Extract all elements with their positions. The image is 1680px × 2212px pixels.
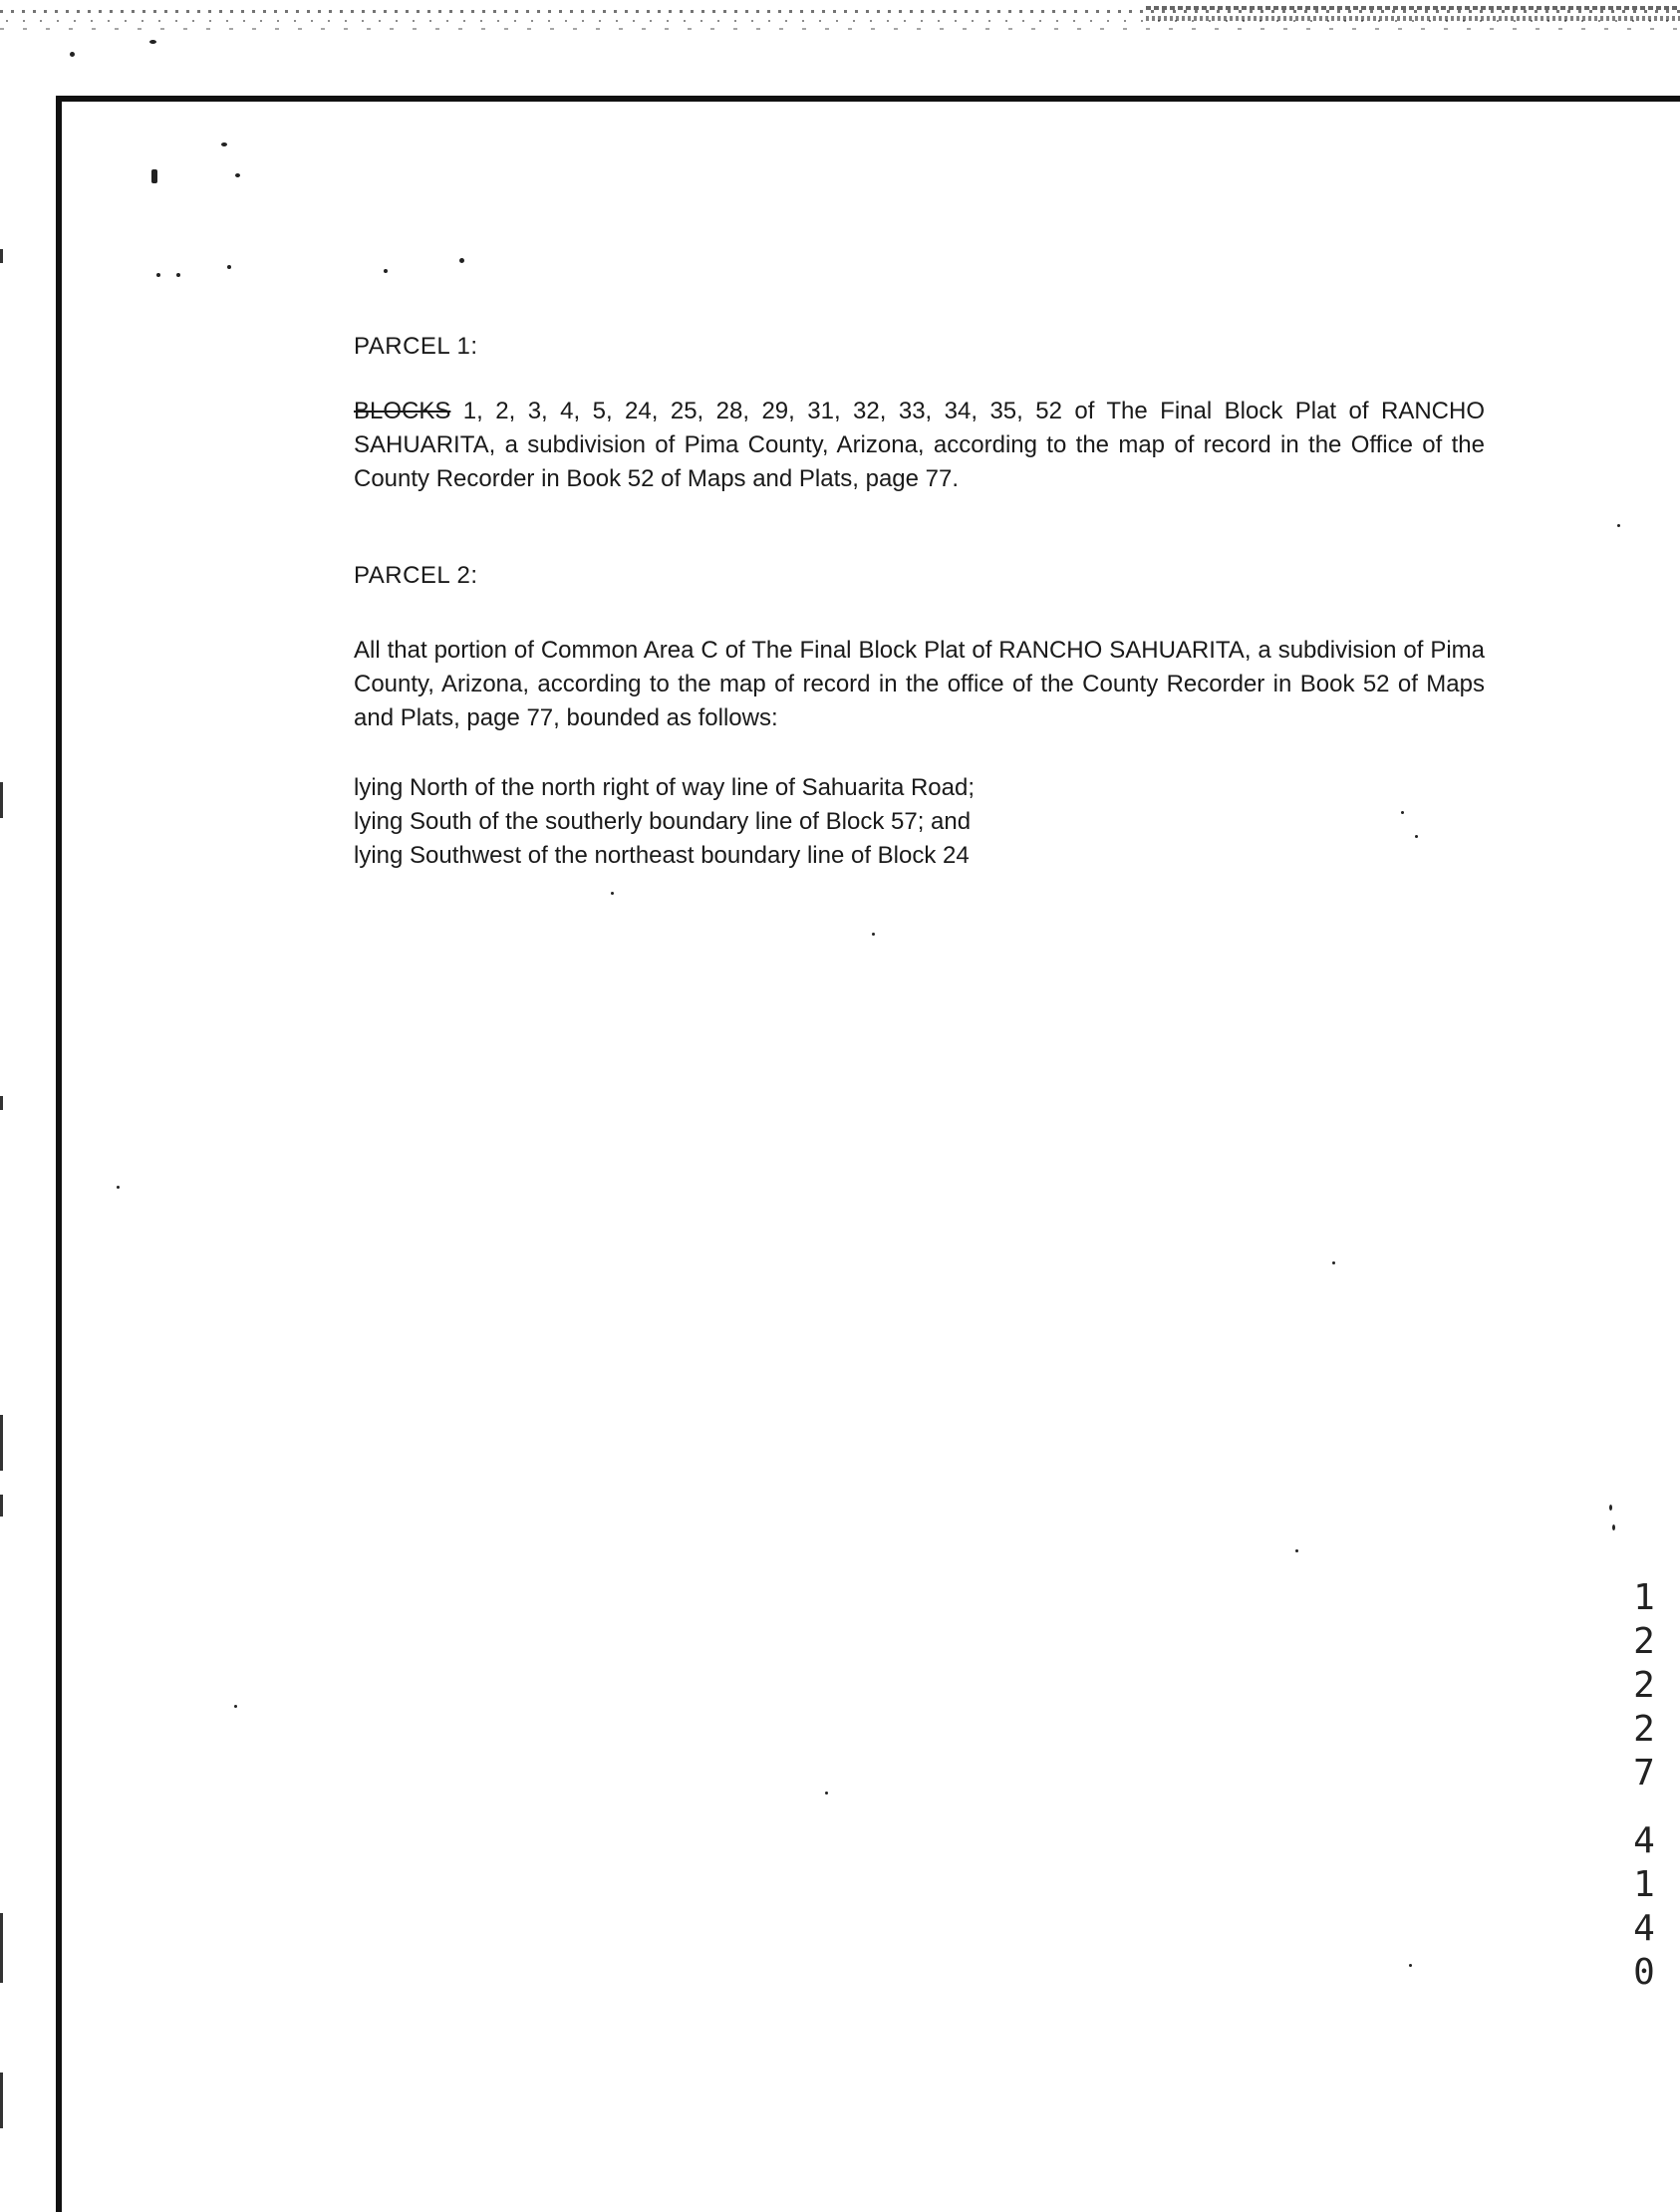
scan-noise-top-right bbox=[1146, 0, 1680, 40]
parcel-2-description: All that portion of Common Area C of The Final Block Plat of RANCHO SAHUARITA, a subdivision of Pima County, Arizona, according to the map of record in the office of the County Recorder in Book 52 of Maps and Plats, page 77, bounded as follows: bbox=[354, 637, 1485, 731]
margin-mark bbox=[0, 249, 3, 263]
scan-speck bbox=[176, 273, 180, 277]
parcel-1-heading: PARCEL 1: bbox=[354, 333, 478, 360]
stamp-digit: 1 bbox=[1633, 1864, 1655, 1905]
scan-speck bbox=[1609, 1505, 1612, 1511]
parcel-1 bbox=[354, 333, 1485, 496]
scan-speck bbox=[227, 265, 231, 269]
margin-mark bbox=[0, 1096, 3, 1110]
parcel-1-description bbox=[354, 395, 1485, 496]
margin-mark bbox=[0, 1913, 3, 1983]
bound-line: lying North of the north right of way line of Sahuarita Road; bbox=[354, 774, 976, 801]
scan-speck bbox=[1617, 524, 1620, 527]
scan-speck bbox=[1612, 1524, 1615, 1530]
scan-speck bbox=[149, 40, 156, 44]
scan-speck bbox=[117, 1186, 120, 1189]
bound-line: lying South of the southerly boundary line of Block 57; and bbox=[354, 808, 972, 835]
scan-speck bbox=[459, 258, 464, 263]
scan-speck bbox=[1295, 1549, 1298, 1552]
scan-speck bbox=[151, 169, 157, 183]
scan-speck bbox=[611, 892, 614, 895]
blocks-word: BLOCKS bbox=[354, 398, 451, 424]
scan-speck bbox=[221, 142, 227, 146]
stamp-gap bbox=[1624, 1796, 1664, 1819]
parcel-2-bounds bbox=[354, 771, 1485, 873]
scan-speck bbox=[234, 1705, 237, 1708]
recording-stamp bbox=[1624, 1576, 1664, 1995]
stamp-digit: 2 bbox=[1633, 1665, 1655, 1706]
scan-speck bbox=[235, 173, 240, 177]
scan-speck bbox=[1409, 1964, 1412, 1967]
stamp-digit: 0 bbox=[1633, 1952, 1655, 1993]
margin-mark bbox=[0, 1415, 3, 1471]
scan-speck bbox=[384, 269, 388, 273]
scan-speck bbox=[70, 52, 75, 57]
margin-mark bbox=[0, 2073, 3, 2128]
scan-speck bbox=[156, 273, 160, 277]
parcel-2 bbox=[354, 562, 1485, 873]
scan-speck bbox=[872, 933, 875, 936]
bound-line: lying Southwest of the northeast boundary line of Block 24 bbox=[354, 842, 970, 869]
stamp-digit: 4 bbox=[1633, 1820, 1655, 1861]
stamp-digit: 2 bbox=[1633, 1709, 1655, 1750]
margin-mark bbox=[0, 1495, 3, 1517]
stamp-digit: 7 bbox=[1633, 1753, 1655, 1794]
parcel-1-text: 1, 2, 3, 4, 5, 24, 25, 28, 29, 31, 32, 33, 34, 35, 52 of The Final Block Plat of RANCHO SAHUARITA, a subdivision of Pima County, Arizona, according to the map of record in the Office of the County Recorder in Book 52 of Maps and Plats, page 77. bbox=[354, 398, 1485, 492]
stamp-digit: 4 bbox=[1633, 1908, 1655, 1949]
scan-speck bbox=[1332, 1261, 1335, 1264]
margin-mark bbox=[0, 782, 3, 818]
stamp-digit: 2 bbox=[1633, 1621, 1655, 1662]
parcel-2-heading: PARCEL 2: bbox=[354, 562, 478, 589]
scan-speck bbox=[825, 1792, 828, 1795]
stamp-digit: 1 bbox=[1633, 1577, 1655, 1618]
